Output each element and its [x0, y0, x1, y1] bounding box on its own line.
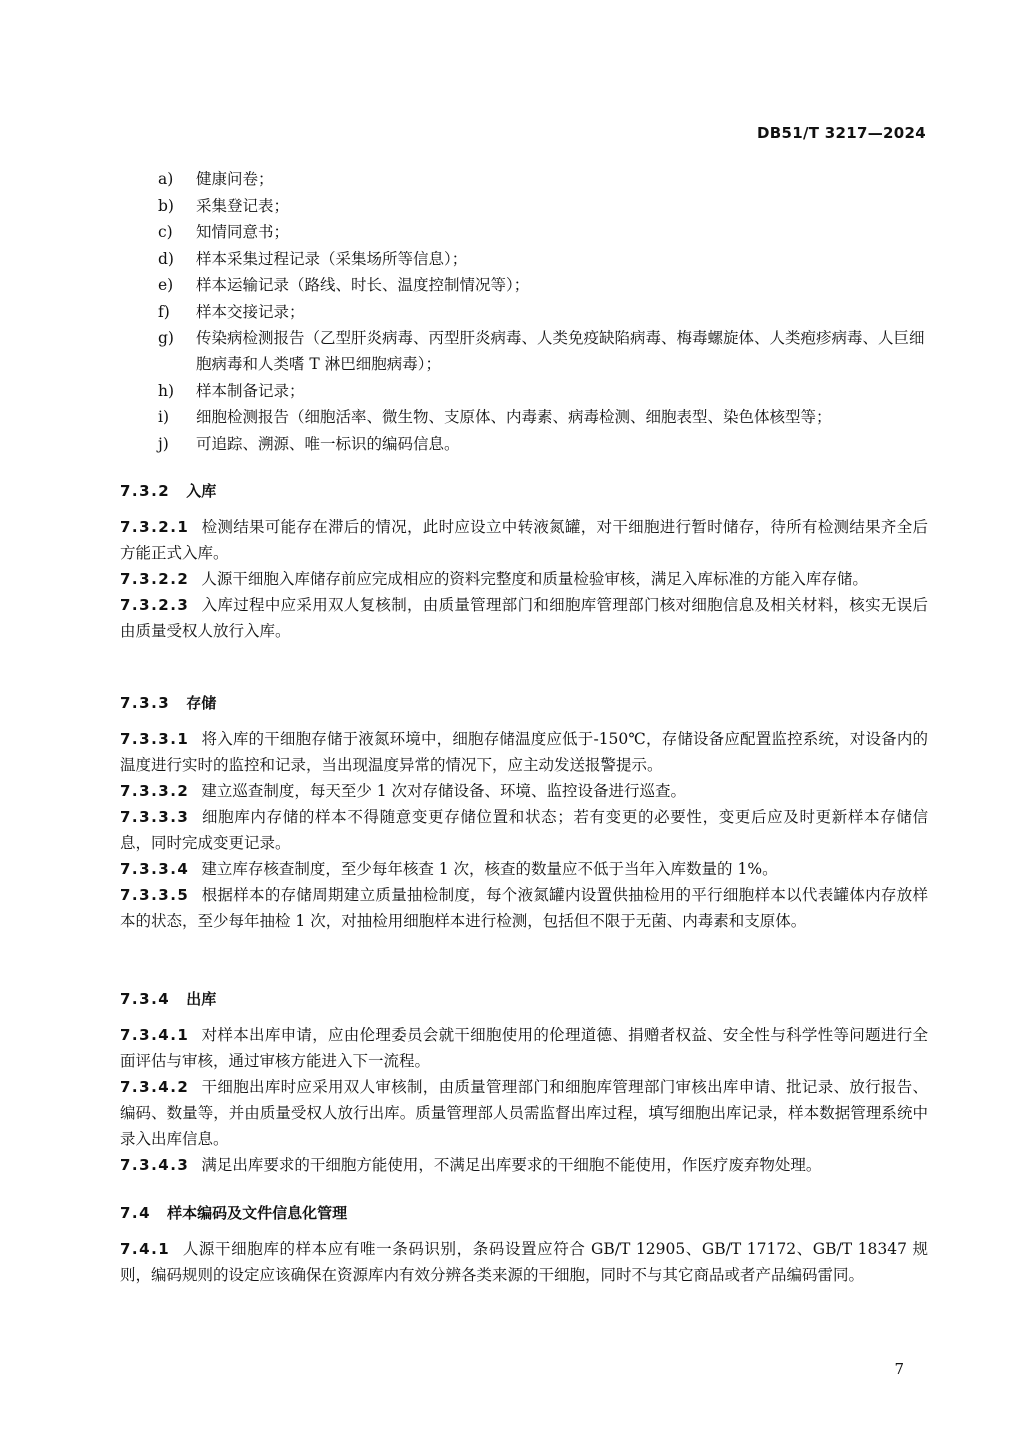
- heading-title: 出库: [186, 990, 217, 1008]
- list-item: [158, 166, 928, 192]
- list-item: [158, 272, 928, 298]
- clause-text: 对样本出库申请，应由伦理委员会就干细胞使用的伦理道德、捐赠者权益、安全性与科学性等问题进行全面评估与审核，通过审核方能进入下一流程。: [120, 1026, 928, 1070]
- clause-paragraph: [120, 726, 928, 778]
- list-item: [158, 246, 928, 272]
- list-text: 样本交接记录；: [196, 302, 305, 321]
- clause-paragraph: [120, 856, 928, 882]
- record-list: [158, 166, 928, 457]
- clause-paragraph: [120, 1152, 928, 1178]
- clause-text: 细胞库内存储的样本不得随意变更存储位置和状态；若有变更的必要性，变更后应及时更新样本存储信息，同时完成变更记录。: [120, 808, 928, 852]
- heading-title: 存储: [186, 694, 217, 712]
- clause-text: 人源干细胞库的样本应有唯一条码识别，条码设置应符合 GB/T 12905、GB/T 17172、GB/T 18347 规则，编码规则的设定应该确保在资源库内有效分辨各类来源的干细胞，同时不与其它商品或者产品编码雷同。: [120, 1240, 928, 1284]
- list-marker: h): [158, 381, 175, 400]
- clause-paragraph: [120, 1022, 928, 1074]
- page-number: 7: [894, 1360, 904, 1378]
- list-marker: d): [158, 249, 174, 268]
- list-text: 传染病检测报告（乙型肝炎病毒、丙型肝炎病毒、人类免疫缺陷病毒、梅毒螺旋体、人类疱疹病毒、人巨细胞病毒和人类嗜 T 淋巴细胞病毒）；: [196, 329, 925, 373]
- list-item: [158, 193, 928, 219]
- clause-paragraph: [120, 804, 928, 856]
- list-item: [158, 431, 928, 457]
- clause-paragraph: [120, 592, 928, 644]
- clause-number: 7.4.1: [120, 1240, 171, 1258]
- section-7-3-4: [120, 986, 928, 1178]
- list-item: [158, 325, 928, 377]
- list-marker: f): [158, 302, 170, 321]
- list-text: 健康问卷；: [196, 170, 274, 188]
- section-7-4: [120, 1200, 928, 1288]
- section-7-3-3: [120, 690, 928, 934]
- section-heading: [120, 986, 928, 1012]
- clause-text: 根据样本的存储周期建立质量抽检制度，每个液氮罐内设置供抽检用的平行细胞样本以代表罐体内存放样本的状态，至少每年抽检 1 次，对抽检用细胞样本进行检测，包括但不限于无菌、内毒素和支原体。: [120, 886, 928, 930]
- list-marker: b): [158, 196, 174, 215]
- clause-text: 干细胞出库时应采用双人审核制，由质量管理部门和细胞库管理部门审核出库申请、批记录、放行报告、编码、数量等，并由质量受权人放行出库。质量管理部人员需监督出库过程，填写细胞出库记录，样本数据管理系统中录入出库信息。: [120, 1078, 928, 1148]
- clause-paragraph: [120, 778, 928, 804]
- list-text: 样本制备记录；: [196, 381, 305, 400]
- section-heading: [120, 478, 928, 504]
- list-marker: e): [158, 276, 174, 294]
- list-text: 知情同意书；: [196, 223, 290, 241]
- section-heading: [120, 1200, 928, 1226]
- heading-title: 样本编码及文件信息化管理: [167, 1204, 348, 1222]
- section-7-3-2: [120, 478, 928, 644]
- clause-paragraph: [120, 514, 928, 566]
- clause-number: 7.3.2.3: [120, 596, 190, 614]
- list-marker: i): [158, 408, 170, 426]
- clause-number: 7.3.2.2: [120, 570, 190, 588]
- clause-number: 7.3.3.4: [120, 860, 190, 878]
- clause-number: 7.3.3.5: [120, 886, 190, 904]
- list-item: [158, 299, 928, 325]
- clause-number: 7.3.2.1: [120, 518, 190, 536]
- list-marker: j): [158, 434, 169, 453]
- heading-number: 7.3.3: [120, 694, 171, 712]
- clause-number: 7.3.4.2: [120, 1078, 190, 1096]
- clause-paragraph: [120, 1074, 928, 1152]
- list-text: 细胞检测报告（细胞活率、微生物、支原体、内毒素、病毒检测、细胞表型、染色体核型等；: [196, 408, 832, 426]
- heading-number: 7.3.2: [120, 482, 171, 500]
- list-marker: g): [158, 329, 174, 347]
- clause-text: 检测结果可能存在滞后的情况，此时应设立中转液氮罐，对干细胞进行暂时储存，待所有检测结果齐全后方能正式入库。: [120, 518, 928, 562]
- list-item: [158, 219, 928, 245]
- clause-paragraph: [120, 1236, 928, 1288]
- heading-number: 7.3.4: [120, 990, 171, 1008]
- clause-number: 7.3.3.1: [120, 730, 190, 748]
- list-marker: c): [158, 223, 173, 241]
- list-text: 样本运输记录（路线、时长、温度控制情况等）；: [196, 276, 530, 294]
- list-item: [158, 378, 928, 404]
- heading-title: 入库: [186, 482, 217, 500]
- document-code: DB51/T 3217—2024: [757, 124, 926, 142]
- clause-paragraph: [120, 882, 928, 934]
- list-text: 可追踪、溯源、唯一标识的编码信息。: [196, 434, 460, 453]
- clause-number: 7.3.4.3: [120, 1156, 190, 1174]
- clause-text: 建立库存核查制度，至少每年核查 1 次，核查的数量应不低于当年入库数量的 1%。: [201, 860, 778, 878]
- clause-number: 7.3.3.3: [120, 808, 190, 826]
- clause-text: 将入库的干细胞存储于液氮环境中，细胞存储温度应低于-150℃，存储设备应配置监控系统，对设备内的温度进行实时的监控和记录，当出现温度异常的情况下，应主动发送报警提示。: [120, 730, 928, 774]
- clause-number: 7.3.3.2: [120, 782, 190, 800]
- list-marker: a): [158, 170, 174, 188]
- heading-number: 7.4: [120, 1204, 152, 1222]
- clause-text: 建立巡查制度，每天至少 1 次对存储设备、环境、监控设备进行巡查。: [201, 782, 687, 800]
- list-item: [158, 404, 928, 430]
- clause-text: 入库过程中应采用双人复核制，由质量管理部门和细胞库管理部门核对细胞信息及相关材料，核实无误后由质量受权人放行入库。: [120, 596, 928, 640]
- clause-number: 7.3.4.1: [120, 1026, 190, 1044]
- clause-text: 满足出库要求的干细胞方能使用，不满足出库要求的干细胞不能使用，作医疗废弃物处理。: [201, 1156, 822, 1174]
- list-text: 样本采集过程记录（采集场所等信息）；: [196, 249, 468, 268]
- list-text: 采集登记表；: [196, 196, 290, 215]
- section-heading: [120, 690, 928, 716]
- clause-paragraph: [120, 566, 928, 592]
- clause-text: 人源干细胞入库储存前应完成相应的资料完整度和质量检验审核，满足入库标准的方能入库存储。: [201, 570, 868, 588]
